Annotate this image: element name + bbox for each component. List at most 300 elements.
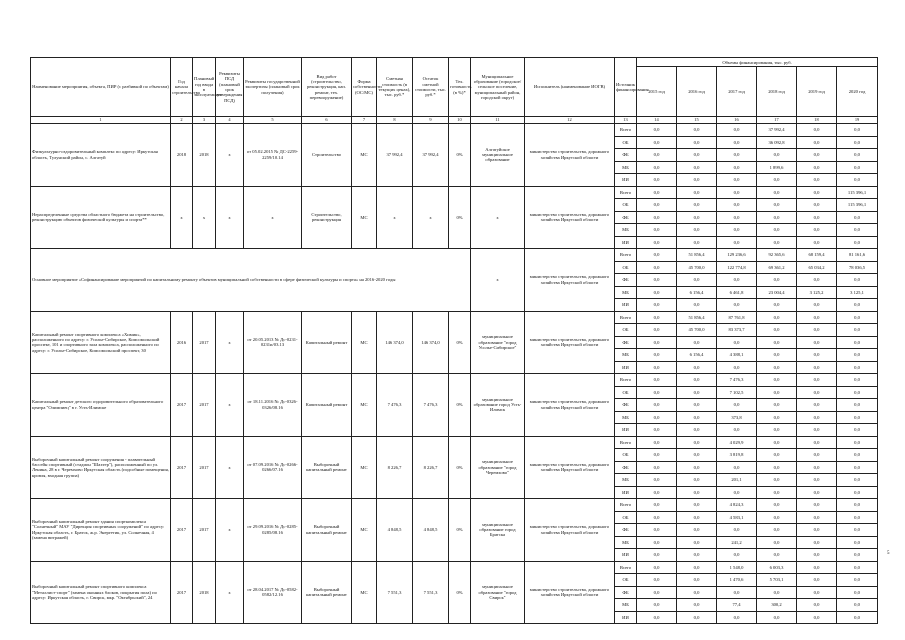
psd-details: х: [216, 436, 244, 499]
funding-source: ОБ: [615, 574, 637, 587]
funding-value: 0,0: [637, 211, 677, 224]
funding-value: 0,0: [797, 461, 837, 474]
readiness: 0%: [449, 374, 471, 437]
remaining-cost: 7 551,3: [413, 561, 449, 624]
funding-value: 0,0: [637, 524, 677, 537]
funding-value: 0,0: [837, 611, 878, 624]
funding-value: 0,0: [797, 549, 837, 562]
funding-source: Всего: [615, 436, 637, 449]
funding-value: 0,0: [677, 336, 717, 349]
funding-value: 0,0: [757, 411, 797, 424]
municipality: муниципальное образование город Братска: [471, 499, 525, 562]
funding-value: 201,1: [717, 474, 757, 487]
funding-value: 0,0: [797, 274, 837, 287]
funding-value: 129 236,6: [717, 249, 757, 262]
funding-value: 0,0: [717, 211, 757, 224]
funding-source: МБ: [615, 349, 637, 362]
funding-value: 0,0: [797, 524, 837, 537]
funding-value: 0,0: [757, 449, 797, 462]
column-number: 12: [525, 117, 615, 124]
funding-value: 0,0: [677, 536, 717, 549]
funding-value: 0,0: [757, 274, 797, 287]
funding-value: 0,0: [677, 149, 717, 162]
object-name: Капитальный ремонт детского оздоровительного образовательного центра "Олимпиец" в г. Усть-Илимске: [31, 374, 171, 437]
funding-value: 45 700,0: [677, 261, 717, 274]
expertise-details: х: [244, 186, 302, 249]
funding-value: 0,0: [757, 536, 797, 549]
funding-value: 0,0: [837, 299, 878, 312]
funding-value: 0,0: [677, 274, 717, 287]
table-row: [31, 561, 878, 574]
funding-source: МБ: [615, 411, 637, 424]
funding-value: 0,0: [797, 436, 837, 449]
end-year: 2017: [193, 436, 216, 499]
funding-value: 0,0: [837, 124, 878, 137]
funding-value: 0,0: [717, 611, 757, 624]
funding-value: 0,0: [717, 336, 757, 349]
estimated-cost: х: [377, 186, 413, 249]
column-number: 19: [837, 117, 878, 124]
funding-value: 0,0: [797, 324, 837, 337]
column-number: 9: [413, 117, 449, 124]
funding-value: 0,0: [677, 161, 717, 174]
funding-source: ОБ: [615, 449, 637, 462]
funding-value: 0,0: [837, 536, 878, 549]
expertise-details: от 05.02.2015 № ДС-2259-2259/10.14: [244, 124, 302, 187]
funding-source: ФБ: [615, 399, 637, 412]
funding-value: 0,0: [677, 611, 717, 624]
funding-value: 0,0: [677, 524, 717, 537]
funding-value: 0,0: [677, 174, 717, 187]
header-year-1: 2016 год: [677, 67, 717, 117]
header-municipality: Муниципальное образование (городское/сельское поселение, муниципальный район, городской округ): [471, 58, 525, 117]
table-row: [31, 249, 878, 262]
funding-value: 0,0: [797, 311, 837, 324]
funding-value: 0,0: [637, 324, 677, 337]
funding-source: ОБ: [615, 261, 637, 274]
funding-value: 0,0: [797, 374, 837, 387]
funding-value: 0,0: [637, 399, 677, 412]
funding-value: 115 396,1: [837, 199, 878, 212]
expertise-details: от 07.09.2016 № Дс-0266-0266/07.16: [244, 436, 302, 499]
table-row: [31, 186, 878, 199]
funding-value: 0,0: [757, 436, 797, 449]
end-year: 2017: [193, 311, 216, 374]
funding-value: 0,0: [837, 361, 878, 374]
main-activity-name: Основное мероприятие «Софинансирование мероприятий по капитальному ремонту объектов муниципальной собственности в сфере физической культуры и спорта» на 2016-2020 годы: [31, 249, 471, 312]
funding-value: 0,0: [677, 461, 717, 474]
object-name: Нераспределенные средства областного бюджета на строительство, реконструкцию объектов физической культуры и спорта**: [31, 186, 171, 249]
funding-source: ОБ: [615, 199, 637, 212]
remaining-cost: 7 476,3: [413, 374, 449, 437]
funding-source: Всего: [615, 561, 637, 574]
funding-value: 0,0: [677, 474, 717, 487]
funding-value: 0,0: [757, 336, 797, 349]
funding-source: ИИ: [615, 299, 637, 312]
funding-value: 0,0: [677, 124, 717, 137]
funding-source: МБ: [615, 599, 637, 612]
funding-value: 0,0: [677, 511, 717, 524]
document-table-container: [30, 57, 877, 624]
funding-value: 0,0: [757, 299, 797, 312]
psd-details: х: [216, 124, 244, 187]
remaining-cost: 4 848,5: [413, 499, 449, 562]
funding-value: 241,2: [717, 536, 757, 549]
funding-value: 0,0: [797, 336, 837, 349]
funding-source: ИИ: [615, 549, 637, 562]
work-type: Выборочный капитальный ремонт: [302, 561, 352, 624]
funding-value: 1 470,6: [717, 574, 757, 587]
funding-value: 0,0: [637, 461, 677, 474]
municipality: муниципальное образование "город Усолье-Сибирское": [471, 311, 525, 374]
funding-source: ОБ: [615, 386, 637, 399]
funding-value: 0,0: [637, 249, 677, 262]
funding-value: 0,0: [757, 499, 797, 512]
funding-value: 0,0: [677, 411, 717, 424]
financing-table: [30, 57, 878, 624]
header-source: Источник финансирования: [615, 58, 637, 117]
funding-value: 0,0: [637, 499, 677, 512]
funding-source: ФБ: [615, 586, 637, 599]
funding-value: 0,0: [677, 361, 717, 374]
funding-source: МБ: [615, 474, 637, 487]
funding-source: ИИ: [615, 174, 637, 187]
funding-value: 1 548,0: [717, 561, 757, 574]
object-name: Физкультурно-оздоровительный комплекс по адресу: Иркутская область, Тулунский район, с. Алгатуй: [31, 124, 171, 187]
funding-value: 0,0: [637, 224, 677, 237]
municipality: муниципальное образование "город Свирск": [471, 561, 525, 624]
funding-value: 0,0: [837, 486, 878, 499]
header-rest: Остаток сметной стоимости, тыс. руб.*: [413, 58, 449, 117]
readiness: 0%: [449, 311, 471, 374]
work-type: Выборочный капитальный ремонт: [302, 499, 352, 562]
remaining-cost: 8 226,7: [413, 436, 449, 499]
funding-value: 0,0: [757, 486, 797, 499]
funding-value: 0,0: [757, 549, 797, 562]
funding-source: ИИ: [615, 424, 637, 437]
column-number: 6: [302, 117, 352, 124]
funding-source: ИИ: [615, 361, 637, 374]
executor: министерство строительства, дорожного хозяйства Иркутской области: [525, 436, 615, 499]
funding-value: 0,0: [677, 399, 717, 412]
funding-value: 0,0: [677, 424, 717, 437]
header-year-2: 2017 год: [717, 67, 757, 117]
header-name: Наименование мероприятия, объекта, ПИР (с разбивкой по объектам): [31, 58, 171, 117]
executor: министерство строительства, дорожного хозяйства Иркутской области: [525, 186, 615, 249]
funding-value: 0,0: [717, 399, 757, 412]
column-number: 13: [615, 117, 637, 124]
funding-value: 45 700,0: [677, 324, 717, 337]
funding-value: 0,0: [637, 449, 677, 462]
funding-value: 0,0: [677, 599, 717, 612]
readiness: 0%: [449, 561, 471, 624]
funding-source: МБ: [615, 286, 637, 299]
object-name: Выборочный капитальный ремонт сооружения - плавательный бассейн спортивный (стадион "Шахтер"), расположенный по ул. Ленина, 28 в г. Черемхово Иркутская область (подсобные помещения, кровля, входная группа): [31, 436, 171, 499]
header-psd: Реквизиты ПСД (плановый срок утверждения ПСД): [216, 58, 244, 117]
funding-value: 7 102,5: [717, 386, 757, 399]
funding-value: 0,0: [637, 186, 677, 199]
funding-value: 0,0: [637, 261, 677, 274]
funding-value: 78 036,5: [837, 261, 878, 274]
header-work-type: Вид работ (строительство, реконструкция, кап. ремонт, тех. перевооружение): [302, 58, 352, 117]
column-number: 3: [193, 117, 216, 124]
funding-source: ИИ: [615, 236, 637, 249]
funding-value: 0,0: [677, 549, 717, 562]
funding-value: 0,0: [757, 186, 797, 199]
funding-value: 0,0: [637, 374, 677, 387]
funding-value: 0,0: [637, 436, 677, 449]
funding-value: 0,0: [757, 174, 797, 187]
executor: министерство строительства, дорожного хозяйства Иркутской области: [525, 124, 615, 187]
ownership-form: МС: [352, 311, 377, 374]
funding-source: ОБ: [615, 136, 637, 149]
funding-value: 0,0: [837, 424, 878, 437]
funding-value: 0,0: [837, 349, 878, 362]
funding-source: ФБ: [615, 149, 637, 162]
header-year-3: 2018 год: [757, 67, 797, 117]
funding-value: 0,0: [717, 299, 757, 312]
funding-value: 0,0: [837, 586, 878, 599]
funding-value: 0,0: [677, 299, 717, 312]
object-name: Капитальный ремонт спортивного комплекса «Химик», расположенного по адресу: г. Усолье-Сибирское, Комсомольский проспект, 101 и спортивного зала комплекса, расположенного по адресу: г. Усолье-Сибирское, Комсомольский проспект, 30: [31, 311, 171, 374]
funding-value: 0,0: [717, 124, 757, 137]
table-row: [31, 311, 878, 324]
funding-value: 6 156,4: [677, 349, 717, 362]
expertise-details: от 18.11.2016 № Дс-0326-0326/08.16: [244, 374, 302, 437]
funding-value: 0,0: [757, 461, 797, 474]
funding-source: ОБ: [615, 511, 637, 524]
funding-value: 0,0: [757, 374, 797, 387]
funding-value: 4 583,1: [717, 511, 757, 524]
funding-source: ИИ: [615, 611, 637, 624]
funding-value: 81 161,6: [837, 249, 878, 262]
psd-details: х: [216, 311, 244, 374]
funding-value: 0,0: [757, 311, 797, 324]
funding-value: 0,0: [757, 211, 797, 224]
funding-value: 0,0: [757, 199, 797, 212]
municipality: муниципальное образование город Усть-Илимск: [471, 374, 525, 437]
remaining-cost: х: [413, 186, 449, 249]
start-year: 2017: [171, 436, 193, 499]
funding-value: 0,0: [797, 399, 837, 412]
end-year: 2017: [193, 499, 216, 562]
funding-value: 0,0: [677, 136, 717, 149]
column-number: 2: [171, 117, 193, 124]
funding-value: 0,0: [757, 424, 797, 437]
funding-value: 0,0: [677, 499, 717, 512]
work-type: Капитальный ремонт: [302, 311, 352, 374]
funding-value: 68 159,4: [797, 249, 837, 262]
ownership-form: МС: [352, 124, 377, 187]
funding-value: 0,0: [717, 524, 757, 537]
funding-value: 0,0: [797, 561, 837, 574]
funding-value: 0,0: [797, 174, 837, 187]
column-number: 1: [31, 117, 171, 124]
page-number: 5: [887, 551, 890, 556]
municipality: Алгатуйское муниципальное образование: [471, 124, 525, 187]
funding-value: 0,0: [797, 474, 837, 487]
funding-value: 122 774,8: [717, 261, 757, 274]
funding-value: 0,0: [757, 236, 797, 249]
funding-value: 0,0: [637, 511, 677, 524]
funding-value: 0,0: [637, 599, 677, 612]
psd-details: х: [216, 561, 244, 624]
funding-source: Всего: [615, 499, 637, 512]
funding-value: 3 819,8: [717, 449, 757, 462]
funding-value: 0,0: [717, 274, 757, 287]
funding-value: 0,0: [717, 161, 757, 174]
funding-value: 0,0: [637, 274, 677, 287]
funding-value: 0,0: [837, 549, 878, 562]
remaining-cost: 146 374,0: [413, 311, 449, 374]
funding-value: 3 125,1: [837, 286, 878, 299]
funding-value: 0,0: [797, 299, 837, 312]
funding-value: 0,0: [637, 474, 677, 487]
funding-value: 0,0: [837, 311, 878, 324]
funding-value: 0,0: [837, 511, 878, 524]
estimated-cost: 37 992,4: [377, 124, 413, 187]
work-type: Строительство: [302, 124, 352, 187]
funding-value: 0,0: [837, 211, 878, 224]
funding-value: 0,0: [837, 449, 878, 462]
funding-value: 0,0: [797, 124, 837, 137]
ownership-form: МС: [352, 374, 377, 437]
funding-value: 0,0: [677, 449, 717, 462]
funding-value: 0,0: [837, 436, 878, 449]
funding-value: 3 125,2: [797, 286, 837, 299]
header-cost: Сметная стоимость (в текущих ценах), тыс. руб.*: [377, 58, 413, 117]
work-type: Капитальный ремонт: [302, 374, 352, 437]
funding-value: 0,0: [717, 174, 757, 187]
funding-value: 0,0: [837, 224, 878, 237]
header-readiness: Тех. готовность (в %)*: [449, 58, 471, 117]
funding-value: 0,0: [677, 236, 717, 249]
funding-value: 0,0: [717, 549, 757, 562]
funding-value: 0,0: [837, 174, 878, 187]
funding-value: 4 029,9: [717, 436, 757, 449]
table-row: [31, 436, 878, 449]
funding-source: ФБ: [615, 274, 637, 287]
funding-value: 0,0: [837, 236, 878, 249]
end-year: 2018: [193, 561, 216, 624]
funding-value: 0,0: [637, 174, 677, 187]
funding-value: 0,0: [797, 199, 837, 212]
funding-value: 0,0: [837, 461, 878, 474]
funding-value: 37 992,4: [757, 124, 797, 137]
funding-value: 0,0: [757, 386, 797, 399]
funding-value: 0,0: [637, 136, 677, 149]
funding-value: 0,0: [717, 486, 757, 499]
funding-value: 7 476,3: [717, 374, 757, 387]
funding-value: 0,0: [717, 136, 757, 149]
funding-value: 0,0: [757, 149, 797, 162]
table-row: [31, 499, 878, 512]
funding-value: 0,0: [637, 124, 677, 137]
funding-value: 5 703,1: [757, 574, 797, 587]
funding-value: 0,0: [797, 236, 837, 249]
header-expertise: Реквизиты государственной экспертизы (плановый срок получения): [244, 58, 302, 117]
funding-value: 0,0: [837, 474, 878, 487]
funding-value: 6 461,8: [717, 286, 757, 299]
column-number: 14: [637, 117, 677, 124]
funding-source: МБ: [615, 536, 637, 549]
expertise-details: от 29.09.2016 № Дс-0285-0285/08.16: [244, 499, 302, 562]
funding-value: 0,0: [717, 149, 757, 162]
ownership-form: МС: [352, 561, 377, 624]
funding-value: 0,0: [837, 336, 878, 349]
funding-value: 0,0: [757, 349, 797, 362]
funding-value: 0,0: [637, 299, 677, 312]
funding-value: 65 034,2: [797, 261, 837, 274]
end-year: 2018: [193, 124, 216, 187]
ownership-form: МС: [352, 186, 377, 249]
column-number: 18: [797, 117, 837, 124]
funding-value: 0,0: [637, 361, 677, 374]
funding-value: 0,0: [837, 399, 878, 412]
end-year: х: [193, 186, 216, 249]
funding-value: 83 373,7: [717, 324, 757, 337]
funding-value: 0,0: [797, 224, 837, 237]
funding-value: 0,0: [757, 611, 797, 624]
start-year: 2017: [171, 499, 193, 562]
object-name: Выборочный капитальный ремонт спортивного комплекса "Металлист-спорт" (замена оконных блоков, покрытия пола) по адресу: Иркутская область, г. Свирск, мкр. "Октябрьский", 24: [31, 561, 171, 624]
funding-value: 0,0: [677, 574, 717, 587]
funding-value: 0,0: [837, 324, 878, 337]
funding-value: 0,0: [677, 386, 717, 399]
start-year: х: [171, 186, 193, 249]
funding-source: МБ: [615, 224, 637, 237]
municipality: муниципальное образование "город Черемхово": [471, 436, 525, 499]
end-year: 2017: [193, 374, 216, 437]
funding-value: 0,0: [797, 186, 837, 199]
funding-value: 0,0: [757, 474, 797, 487]
column-number: 15: [677, 117, 717, 124]
funding-value: 0,0: [677, 486, 717, 499]
funding-value: 0,0: [797, 149, 837, 162]
funding-value: 0,0: [717, 424, 757, 437]
funding-value: 0,0: [717, 224, 757, 237]
table-row: [31, 124, 878, 137]
start-year: 2017: [171, 374, 193, 437]
funding-value: 0,0: [637, 336, 677, 349]
readiness: 0%: [449, 499, 471, 562]
funding-value: 0,0: [837, 161, 878, 174]
funding-value: 0,0: [757, 586, 797, 599]
funding-source: Всего: [615, 311, 637, 324]
funding-value: 0,0: [757, 224, 797, 237]
header-year-4: 2019 год: [797, 67, 837, 117]
funding-value: 0,0: [677, 199, 717, 212]
funding-source: МБ: [615, 161, 637, 174]
funding-value: 0,0: [757, 511, 797, 524]
funding-value: 0,0: [757, 361, 797, 374]
funding-value: 0,0: [837, 386, 878, 399]
header-year-0: 2015 год: [637, 67, 677, 117]
psd-details: х: [216, 186, 244, 249]
funding-value: 0,0: [637, 161, 677, 174]
funding-value: 0,0: [837, 411, 878, 424]
ownership-form: МС: [352, 499, 377, 562]
readiness: 0%: [449, 124, 471, 187]
funding-value: 6 156,4: [677, 286, 717, 299]
funding-value: 0,0: [677, 561, 717, 574]
funding-value: 0,0: [797, 586, 837, 599]
funding-value: 0,0: [797, 574, 837, 587]
funding-value: 69 361,2: [757, 261, 797, 274]
funding-value: 0,0: [757, 399, 797, 412]
funding-value: 0,0: [797, 449, 837, 462]
funding-value: 0,0: [797, 361, 837, 374]
